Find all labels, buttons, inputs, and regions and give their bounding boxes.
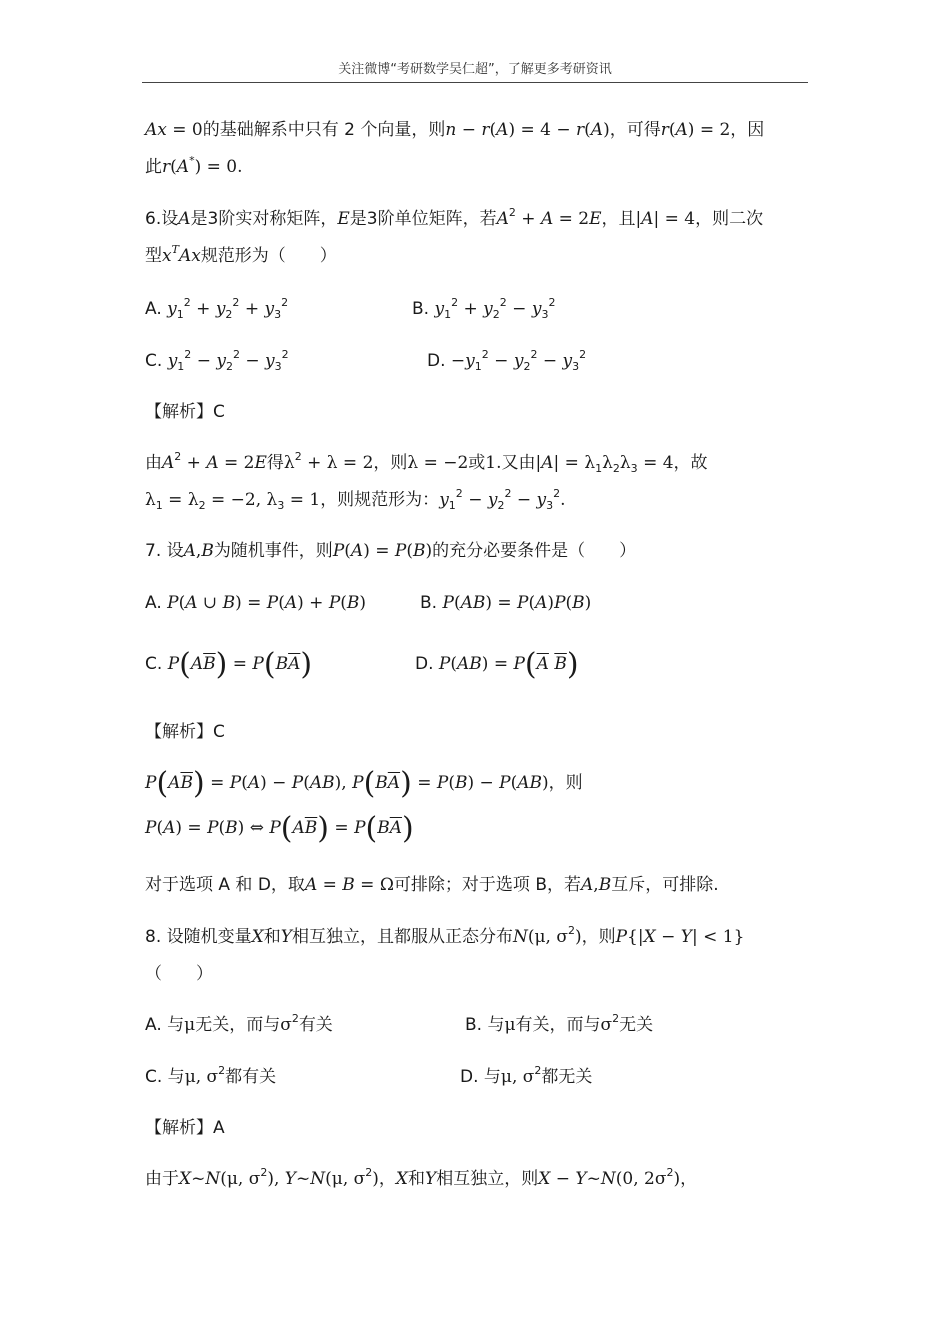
text: ，则规范形为：: [320, 490, 440, 510]
q7-solution-line-1: $P(A\overline{B}) = P(A) - P(AB)$, $P(B\overline{A}) = P(B) - P(AB)$，则: [145, 766, 583, 801]
text: ，且: [601, 209, 636, 229]
text: 是3阶单位矩阵，若: [349, 209, 497, 229]
text: 得: [266, 453, 284, 473]
text: 规范形为（ ）: [200, 246, 337, 266]
q6-stem-line-1: 6.设A是3阶实对称矩阵，E是3阶单位矩阵，若$A^2 + A = 2E$，且|A| = 4，则二次: [145, 206, 764, 229]
q6-option-b[interactable]: B. $y_1^2 + y_2^2 - y_3^2$: [412, 296, 556, 321]
text: 无关: [619, 1015, 654, 1035]
q7-option-b[interactable]: B. P(AB) = P(A)P(B): [420, 593, 592, 613]
q7-answer-label: 【解析】C: [145, 722, 225, 742]
q8-option-b[interactable]: B. 与μ有关，而与$\sigma^2$无关: [465, 1012, 654, 1035]
option-label: C.: [145, 654, 163, 674]
q8-option-c[interactable]: C. 与μ, $\sigma^2$都有关: [145, 1064, 277, 1087]
text: ，: [680, 1169, 698, 1189]
text: 是3阶实对称矩阵，: [190, 209, 338, 229]
q8-solution-line-1: 由于X~N(μ, $\sigma^2$), Y~N(μ, $\sigma^2$)，X和Y相互独立，则X − Y~N(0, $2\sigma^2$)，: [145, 1166, 698, 1189]
page-header: 关注微博“考研数学吴仁超”，了解更多考研资讯: [338, 62, 612, 77]
q6-option-a[interactable]: A. $y_1^2 + y_2^2 + y_3^2$: [145, 296, 289, 321]
continuation-line-1: Ax = 0的基础解系中只有 2 个向量，则n − r(A) = 4 − r(A)，可得r(A) = 2，因: [145, 120, 765, 140]
text: ，可得: [609, 120, 661, 140]
text: 和: [407, 1169, 425, 1189]
q7-solution-line-3: 对于选项 A 和 D，取A = B = Ω可排除；对于选项 B，若A,B互斥，可排除.: [145, 875, 719, 895]
q6-solution-line-2: $\lambda_1 = \lambda_2 = -2$, $\lambda_3 = 1$，则规范形为：$y_1^2 - y_2^2 - y_3^2$.: [145, 487, 566, 512]
text: 有关: [298, 1015, 333, 1035]
option-label: A.: [145, 593, 162, 613]
q6-stem-line-2: 型$x^TAx$规范形为（ ）: [145, 243, 337, 266]
continuation-line-2: 此r(A*) = 0.: [145, 154, 243, 177]
text: ，: [378, 1169, 396, 1189]
text: 型: [145, 246, 162, 266]
q8-option-d[interactable]: D. 与μ, $\sigma^2$都无关: [460, 1064, 593, 1087]
header-divider: [142, 82, 808, 83]
text: 有关，而与: [515, 1015, 601, 1035]
text: 互斥，可排除.: [611, 875, 719, 895]
text: 由于: [145, 1169, 179, 1189]
q8-stem-line-1: 8. 设随机变量X和Y相互独立，且都服从正态分布N(μ, $\sigma^2$)，则P{|X − Y| < 1}: [145, 924, 745, 947]
option-label: D.: [427, 351, 446, 371]
q7-solution-line-2: P(A) = P(B) ⇔ $P(A\overline{B}) = P(B\overline{A})$: [145, 811, 414, 846]
text: 或: [468, 453, 486, 473]
q6-solution-line-1: 由$A^2 + A = 2E$得$\lambda^2 + \lambda = 2$，则λ = −2或1.又由$|A| = \lambda_1\lambda_2\lambda_3 = 4$，故: [145, 450, 708, 475]
option-label: B.: [420, 593, 438, 613]
q7-stem: 7. 设A,B为随机事件，则P(A) = P(B)的充分必要条件是（ ）: [145, 541, 637, 561]
text: C. 与: [145, 1067, 185, 1087]
text: 对于选项 A 和 D，取: [145, 875, 305, 895]
q7-option-d[interactable]: D. $P(AB) = P(\overline{A}$ $\overline{B}$): [415, 647, 579, 682]
text: 都无关: [541, 1067, 593, 1087]
text: 相互独立，且都服从正态分布: [291, 927, 513, 947]
text: 可排除；对于选项 B，若: [393, 875, 582, 895]
text: 相互独立，则: [436, 1169, 539, 1189]
text: 6.设: [145, 209, 179, 229]
text: 无关，而与: [195, 1015, 281, 1035]
text: B. 与: [465, 1015, 505, 1035]
text: 7. 设: [145, 541, 184, 561]
q6-answer-label: 【解析】C: [145, 402, 225, 422]
q7-option-c[interactable]: C. $P(A\overline{B}) = P(B\overline{A})$: [145, 647, 313, 682]
text: 的基础解系中只有 2 个向量，则: [202, 120, 446, 140]
text: ，则: [581, 927, 616, 947]
q8-stem-line-2: （ ）: [145, 964, 213, 984]
text: 由: [145, 453, 162, 473]
q6-option-c[interactable]: C. $y_1^2 - y_2^2 - y_3^2$: [145, 348, 289, 373]
text: 都有关: [225, 1067, 277, 1087]
text: 为随机事件，则: [213, 541, 333, 561]
q8-answer-label: 【解析】A: [145, 1118, 225, 1138]
text: 8. 设随机变量: [145, 927, 252, 947]
text: D. 与: [460, 1067, 501, 1087]
text: ，因: [730, 120, 765, 140]
text: 此: [145, 157, 162, 177]
text: ，则: [373, 453, 408, 473]
text: ，则二次: [695, 209, 764, 229]
text: 的充分必要条件是（ ）: [432, 541, 637, 561]
text: 又由: [501, 453, 536, 473]
option-label: B.: [412, 299, 430, 319]
option-label: A.: [145, 299, 162, 319]
option-label: D.: [415, 654, 434, 674]
option-label: C.: [145, 351, 163, 371]
text: A. 与: [145, 1015, 185, 1035]
q6-option-d[interactable]: D. $-y_1^2 - y_2^2 - y_3^2$: [427, 348, 587, 373]
text: ，则: [548, 773, 583, 793]
text: ，故: [673, 453, 708, 473]
q7-option-a[interactable]: A. P(A ∪ B) = P(A) + P(B): [145, 593, 367, 613]
q8-option-a[interactable]: A. 与μ无关，而与$\sigma^2$有关: [145, 1012, 333, 1035]
text: 和: [263, 927, 281, 947]
